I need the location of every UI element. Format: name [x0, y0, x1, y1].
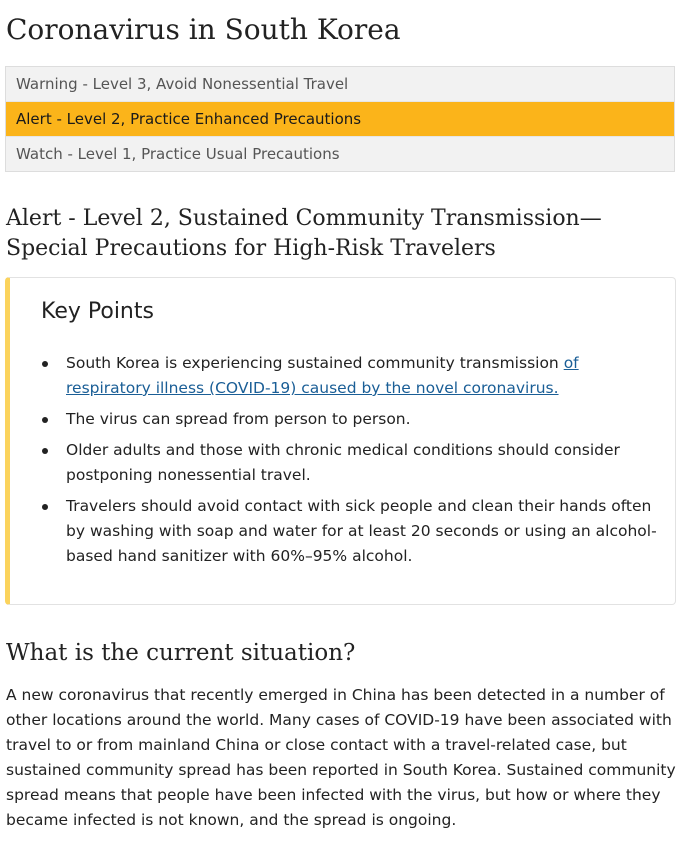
alert-heading: Alert - Level 2, Sustained Community Transmission—Special Precautions for High-Risk Travelers [6, 206, 602, 261]
key-point-item [40, 438, 660, 488]
level-alert-tab[interactable]: Alert - Level 2, Practice Enhanced Precautions [6, 101, 674, 136]
key-point-item [40, 494, 660, 569]
bullet-icon [42, 504, 48, 510]
key-point-text: South Korea is experiencing sustained community transmission [66, 354, 564, 372]
travel-level-list [5, 66, 675, 172]
key-points-list [40, 351, 660, 575]
covid-info-link[interactable]: of respiratory illness (COVID-19) caused by the novel coronavirus. [66, 354, 579, 397]
level-watch-tab[interactable]: Watch - Level 1, Practice Usual Precautions [6, 136, 674, 171]
page-title: Coronavirus in South Korea [6, 13, 401, 46]
key-points-box [5, 277, 676, 605]
key-point-item [40, 407, 660, 432]
key-points-title: Key Points [41, 299, 154, 324]
situation-heading: What is the current situation? [6, 640, 356, 666]
key-point-text: Travelers should avoid contact with sick people and clean their hands often by washing with soap and water for at least 20 seconds or using an alcohol-based hand sanitizer with 60%–95% alcohol. [66, 497, 657, 565]
bullet-icon [42, 417, 48, 423]
key-point-item [40, 351, 660, 401]
situation-paragraph: A new coronavirus that recently emerged in China has been detected in a number of other locations around the world. Many cases of COVID-19 have been associated with travel to or from mainland China or close contact with a travel-related case, but sustained community spread has been reported in South Korea. Sustained community spread means that people have been infected with the virus, but how or where they became infected is not known, and the spread is ongoing. [6, 686, 676, 829]
key-point-text: The virus can spread from person to person. [66, 410, 411, 428]
bullet-icon [42, 448, 48, 454]
level-warning-tab[interactable]: Warning - Level 3, Avoid Nonessential Travel [6, 67, 674, 101]
key-point-text: Older adults and those with chronic medical conditions should consider postponing nonessential travel. [66, 441, 620, 484]
bullet-icon [42, 361, 48, 367]
